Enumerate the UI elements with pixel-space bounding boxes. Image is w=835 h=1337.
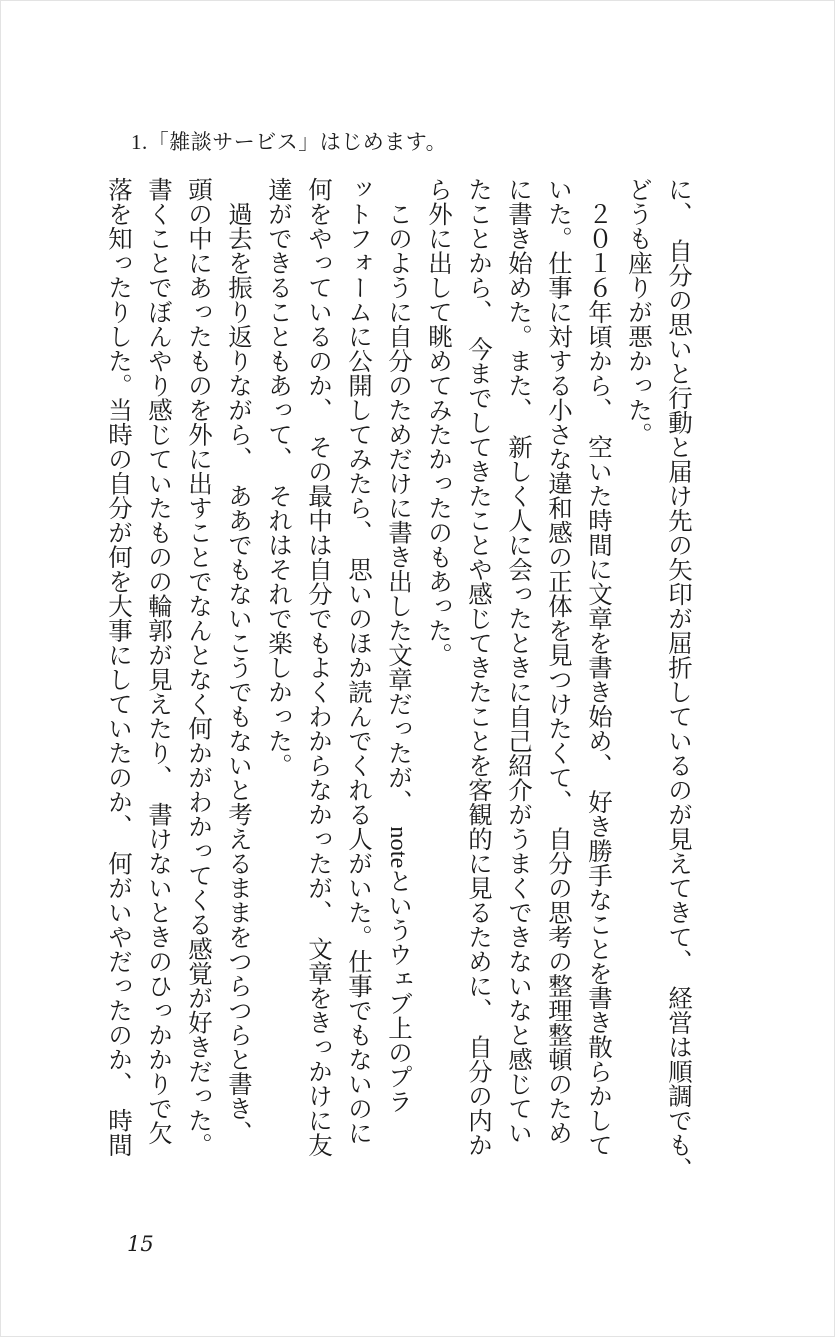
text-column: 達ができることもあって、 それはそれで楽しかった。: [265, 177, 292, 778]
text-column: 頭の中にあったものを外に出すことでなんとなく何かがわかってくる感覚が好きだった。: [185, 177, 212, 1157]
text-column: に書き始めた。また、 新しく人に会ったときに自己紹介がうまくできないなと感じてい: [505, 177, 532, 1145]
body-text: [98, 177, 698, 1237]
page-number: 15: [127, 1232, 154, 1256]
text-column: 何をやっているのか、 その最中は自分でもよくわからなかったが、 文章をきっかけに友: [305, 177, 332, 1157]
text-column: このように自分のためだけに書き出した文章だったが、 noteというウェブ上のプラ: [385, 177, 412, 1114]
text-column: どうも座りが悪かった。: [625, 177, 652, 447]
text-column: いた。仕事に対する小さな違和感の正体を見つけたくて、 自分の思考の整理整頓のため: [545, 177, 572, 1145]
text-column: ２０１６年頃から、 空いた時間に文章を書き始め、 好き勝手なことを書き散らかして: [585, 177, 612, 1157]
chapter-header: 1.「雑談サービス」はじめます。: [131, 130, 448, 154]
text-column: 書くことでぼんやり感じていたものの輪郭が見えたり、 書けないときのひっかかりで欠: [145, 177, 172, 1145]
text-column: 落を知ったりした。当時の自分が何を大事にしていたのか、 何がいやだったのか、 時間: [105, 177, 132, 1157]
text-column: 過去を振り返りながら、 ああでもないこうでもないと考えるままをつらつらと書き、: [225, 177, 252, 1145]
text-column: たことから、 今までしてきたことや感じてきたことを客観的に見るために、 自分の内か: [465, 177, 492, 1157]
text-column: に、 自分の思いと行動と届け先の矢印が屈折しているのが見えてきて、 経営は順調でも、: [665, 177, 692, 1182]
text-column: ットフォームに公開してみたら、 思いのほか読んでくれる人がいた。仕事でもないのに: [345, 177, 372, 1145]
text-column: ら外に出して眺めてみたかったのもあった。: [425, 177, 452, 667]
